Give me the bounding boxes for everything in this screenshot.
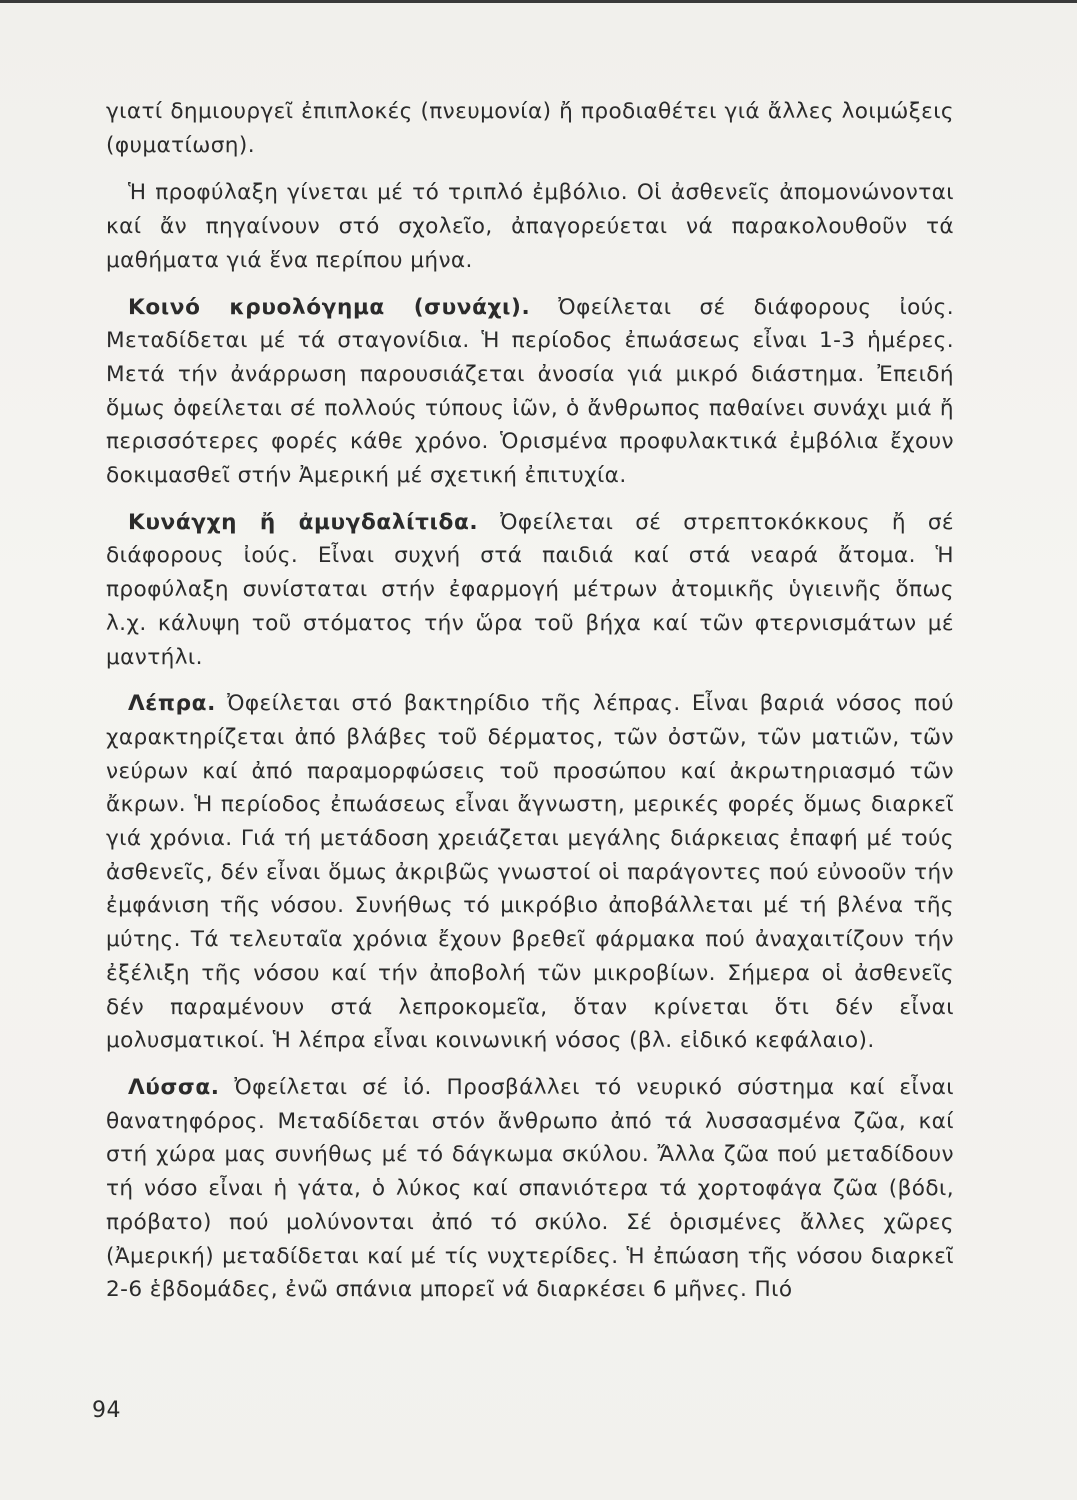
- paragraph-text: Ἡ προφύλαξη γίνεται μέ τό τριπλό ἐμβόλιο. Οἱ ἀσθενεῖς ἀπομονώνονται καί ἄν πηγαίνουν στό σχολεῖο, ἀπαγορεύεται νά παρακολουθοῦν τά μαθήματα γιά ἕνα περίπου μήνα.: [106, 180, 954, 273]
- paragraph-leprosy: [106, 687, 954, 1058]
- section-term: Λύσσα.: [128, 1074, 220, 1100]
- section-term: Κοινό κρυολόγημα (συνάχι).: [128, 294, 531, 320]
- paragraph-prophylaxis: [106, 176, 954, 277]
- paragraph-text: Ὀφείλεται σέ στρεπτοκόκκους ἤ σέ διάφορους ἰούς. Εἶναι συχνή στά παιδιά καί στά νεαρά ἄτομα. Ἡ προφύλαξη συνίσταται στήν ἐφαρμογή μέτρων ἀτομικῆς ὑγιεινῆς ὅπως λ.χ. κάλυψη τοῦ στόματος τήν ὥρα τοῦ βήχα καί τῶν φτερνισμάτων μέ μαντήλι.: [106, 509, 954, 670]
- page-top-edge: [0, 0, 1077, 3]
- paragraph-text: Ὀφείλεται στό βακτηρίδιο τῆς λέπρας. Εἶναι βαριά νόσος πού χαρακτηρίζεται ἀπό βλάβες τοῦ δέρματος, τῶν ὀστῶν, τῶν ματιῶν, τῶν νεύρων καί ἀπό παραμορφώσεις τοῦ προσώπου καί ἀκρωτηριασμό τῶν ἄκρων. Ἡ περίοδος ἐπωάσεως εἶναι ἄγνωστη, μερικές φορές ὅμως διαρκεῖ γιά χρόνια. Γιά τή μετάδοση χρειάζεται μεγάλης διάρκειας ἐπαφή μέ τούς ἀσθενεῖς, δέν εἶναι ὅμως ἀκριβῶς γνωστοί οἱ παράγοντες πού εὐνοοῦν τήν ἐμφάνιση τῆς νόσου. Συνήθως τό μικρόβιο ἀποβάλλεται μέ τή βλένα τῆς μύτης. Τά τελευταῖα χρόνια ἔχουν βρεθεῖ φάρμακα πού ἀναχαιτίζουν τήν ἐξέλιξη τῆς νόσου καί τήν ἀποβολή τῶν μικροβίων. Σήμερα οἱ ἀσθενεῖς δέν παραμένουν στά λεπροκομεῖα, ὅταν κρίνεται ὅτι δέν εἶναι μολυσματικοί. Ἡ λέπρα εἶναι κοινωνική νόσος (βλ. εἰδικό κεφάλαιο).: [106, 691, 954, 1054]
- paragraph-text: γιατί δημιουργεῖ ἐπιπλοκές (πνευμονία) ἤ προδιαθέτει γιά ἄλλες λοιμώξεις (φυματίωση).: [106, 99, 954, 158]
- section-term: Λέπρα.: [128, 691, 216, 717]
- page-number: 94: [92, 1398, 121, 1423]
- paragraph-rabies: [106, 1071, 954, 1307]
- paragraph-text: Ὀφείλεται σέ διάφορους ἰούς. Μεταδίδεται μέ τά σταγονίδια. Ἡ περίοδος ἐπωάσεως εἶναι 1-3 ἡμέρες. Μετά τήν ἀνάρρωση παρουσιάζεται ἀνοσία γιά μικρό διάστημα. Ἐπειδή ὅμως ὀφείλεται σέ πολλούς τύπους ἰῶν, ὁ ἄνθρωπος παθαίνει συνάχι μιά ἤ περισσότερες φορές κάθε χρόνο. Ὁρισμένα προφυλακτικά ἐμβόλια ἔχουν δοκιμασθεῖ στήν Ἀμερική μέ σχετική ἐπιτυχία.: [106, 294, 954, 489]
- section-term: Κυνάγχη ἤ ἀμυγδαλίτιδα.: [128, 509, 479, 535]
- paragraph-tonsillitis: [106, 506, 954, 675]
- paragraph-continuation: [106, 95, 954, 162]
- paragraph-text: Ὀφείλεται σέ ἰό. Προσβάλλει τό νευρικό σύστημα καί εἶναι θανατηφόρος. Μεταδίδεται στόν ἄνθρωπο ἀπό τά λυσσασμένα ζῶα, καί στή χώρα μας συνήθως μέ τό δάγκωμα σκύλου. Ἄλλα ζῶα πού μεταδίδουν τή νόσο εἶναι ἡ γάτα, ὁ λύκος καί σπανιότερα τά χορτοφάγα ζῶα (βόδι, πρόβατο) πού μολύνονται ἀπό τό σκύλο. Σέ ὁρισμένες ἄλλες χῶρες (Ἀμερική) μεταδίδεται καί μέ τίς νυχτερίδες. Ἡ ἐπώαση τῆς νόσου διαρκεῖ 2-6 ἑβδομάδες, ἐνῶ σπάνια μπορεῖ νά διαρκέσει 6 μῆνες. Πιό: [106, 1074, 954, 1303]
- paragraph-common-cold: [106, 291, 954, 493]
- body-text: [106, 95, 954, 1307]
